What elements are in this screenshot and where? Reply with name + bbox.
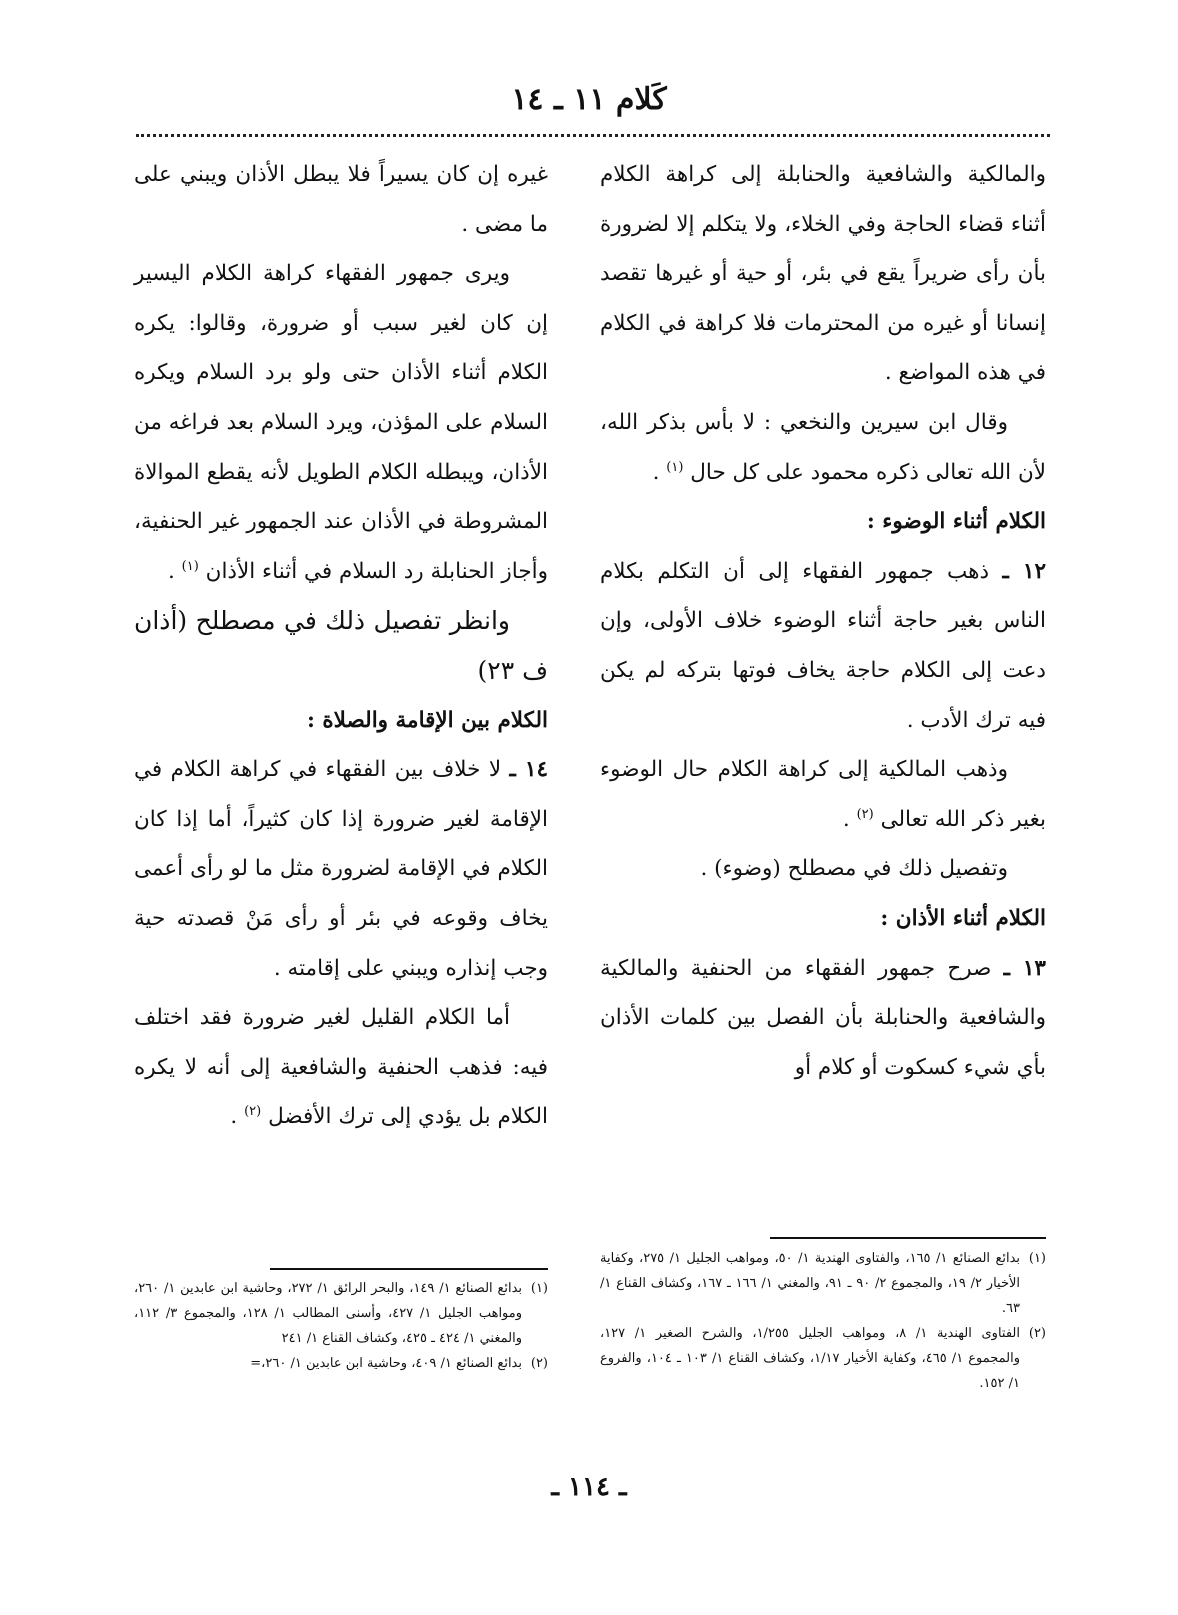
page-title: كَلام ١١ ـ ١٤: [511, 82, 667, 117]
footnote-ref: (٢): [856, 806, 874, 822]
footnote-ref: (١): [666, 459, 684, 475]
footnote-number: (١): [1028, 1251, 1046, 1266]
paragraph: [600, 745, 1046, 844]
paragraph: [600, 398, 1046, 497]
paragraph: وانظر تفصيل ذلك في مصطلح (أذان ف ٢٣): [134, 606, 548, 685]
footnote: [600, 1246, 1046, 1321]
paragraph-text: ويرى جمهور الفقهاء كراهة الكلام اليسير إن كان لغير سبب أو ضرورة، وقالوا: يكره الكلام أثناء الأذان حتى ولو برد السلام ويكره السلام على المؤذن، ويرد السلام بعد فراغه من الأذان، ويبطله الكلام الطويل لأنه يقطع الموالاة المشروطة في الأذان عند الجمهور غير الحنفية، وأجاز الحنابلة رد السلام في أثناء الأذان: [134, 261, 548, 584]
left-column: [134, 150, 548, 1142]
footnote-number: (٢): [1028, 1326, 1046, 1341]
paragraph-text: صرح جمهور الفقهاء من الحنفية والمالكية والشافعية والحنابلة بأن الفصل بين كلمات الأذان بأي شيء كسكوت أو كلام أو: [600, 955, 1046, 1080]
footnotes-left: [134, 1276, 548, 1376]
footnote-ref: (٢): [244, 1104, 262, 1120]
paragraph: [134, 249, 548, 596]
footnote: [134, 1276, 548, 1351]
paragraph: غيره إن كان يسيراً فلا يبطل الأذان ويبني على ما مضى .: [134, 162, 548, 237]
footnote-rule: [770, 1237, 1046, 1239]
footnote: [600, 1321, 1046, 1396]
paragraph-end: .: [230, 1104, 245, 1130]
paragraph: والمالكية والشافعية والحنابلة إلى كراهة الكلام أثناء قضاء الحاجة وفي الخلاء، ولا يتكلم إلا لضرورة بأن رأى ضريراً يقع في بئر، أو حية أو غيرها تقصد إنسانا أو غيره من المحترمات فلا كراهة في الكلام في هذه المواضع .: [600, 162, 1046, 386]
footnotes-right: [600, 1246, 1046, 1396]
section-heading: الكلام بين الإقامة والصلاة :: [306, 707, 548, 733]
numbered-paragraph: [600, 944, 1046, 1093]
paragraph-end: .: [168, 558, 182, 584]
section-number: ١٤ ـ: [509, 757, 548, 783]
paragraph: وتفصيل ذلك في مصطلح (وضوء) .: [700, 856, 1008, 882]
paragraph-text: ذهب جمهور الفقهاء إلى أن التكلم بكلام الناس بغير حاجة أثناء الوضوء خلاف الأولى، وإن دعت إلى الكلام حاجة يخاف فوتها بتركه لم يكن فيه ترك الأدب .: [600, 558, 1046, 733]
paragraph-text: وذهب المالكية إلى كراهة الكلام حال الوضوء بغير ذكر الله تعالى: [600, 757, 1046, 832]
paragraph-end: .: [652, 459, 667, 485]
footnote-ref: (١): [181, 558, 199, 574]
paragraph-text: أما الكلام القليل لغير ضرورة فقد اختلف فيه: فذهب الحنفية والشافعية إلى أنه لا يكره الكلام بل يؤدي إلى ترك الأفضل: [134, 1005, 548, 1130]
paragraph-end: .: [842, 806, 857, 832]
footnote: [134, 1351, 548, 1376]
footnote-text: بدائع الصنائع ١/ ١٦٥، والفتاوى الهندية ١/ ٥٠، ومواهب الجليل ١/ ٢٧٥، وكفاية الأخيار ٢/ ١٩، والمجموع ٢/ ٩٠ ـ ٩١، والمغني ١/ ١٦٦ ـ ١٦٧، وكشاف القناع ١/ ٦٣.: [600, 1251, 1021, 1316]
footnote-number: (٢): [530, 1356, 548, 1371]
section-number: ١٣ ـ: [1003, 955, 1046, 981]
footnote-rule: [270, 1268, 548, 1270]
footnote-text: الفتاوى الهندية ١/ ٨، ومواهب الجليل ١/٢٥٥، والشرح الصغير ١/ ١٢٧، والمجموع ١/ ٤٦٥، وكفاية الأخيار ١/١٧، وكشاف القناع ١/ ١٠٣ ـ ١٠٤، والفروع ١/ ١٥٢.: [600, 1326, 1021, 1391]
footnote-text: بدائع الصنائع ١/ ١٤٩، والبحر الرائق ١/ ٢٧٢، وحاشية ابن عابدين ١/ ٢٦٠، ومواهب الجليل ١/ ٤٢٧، وأسنى المطالب ١/ ١٢٨، والمجموع ٣/ ١١٢، والمغني ١/ ٤٢٤ ـ ٤٢٥، وكشاف القناع ١/ ٢٤١: [134, 1281, 523, 1346]
paragraph: [134, 993, 548, 1142]
footnote-text: بدائع الصنائع ١/ ٤٠٩، وحاشية ابن عابدين ١/ ٢٦٠،=: [250, 1356, 522, 1371]
paragraph-text: وقال ابن سيرين والنخعي : لا بأس بذكر الله، لأن الله تعالى ذكره محمود على كل حال: [600, 409, 1046, 485]
header-dotted-rule: [136, 134, 1050, 137]
section-heading: الكلام أثناء الأذان :: [880, 905, 1046, 931]
footnote-number: (١): [530, 1281, 548, 1296]
section-heading: الكلام أثناء الوضوء :: [866, 509, 1046, 535]
paragraph-text: لا خلاف بين الفقهاء في كراهة الكلام في الإقامة لغير ضرورة إذا كان كثيراً، أما إذا كان الكلام في الإقامة لضرورة مثل ما لو رأى أعمى يخاف وقوعه في بئر أو رأى مَنْ قصدته حية وجب إنذاره ويبني على إقامته .: [134, 757, 548, 981]
page-number: ـ ١١٤ ـ: [551, 1472, 627, 1502]
section-number: ١٢ ـ: [1002, 558, 1046, 584]
right-column: [600, 150, 1046, 1092]
numbered-paragraph: [134, 745, 548, 993]
numbered-paragraph: [600, 547, 1046, 745]
